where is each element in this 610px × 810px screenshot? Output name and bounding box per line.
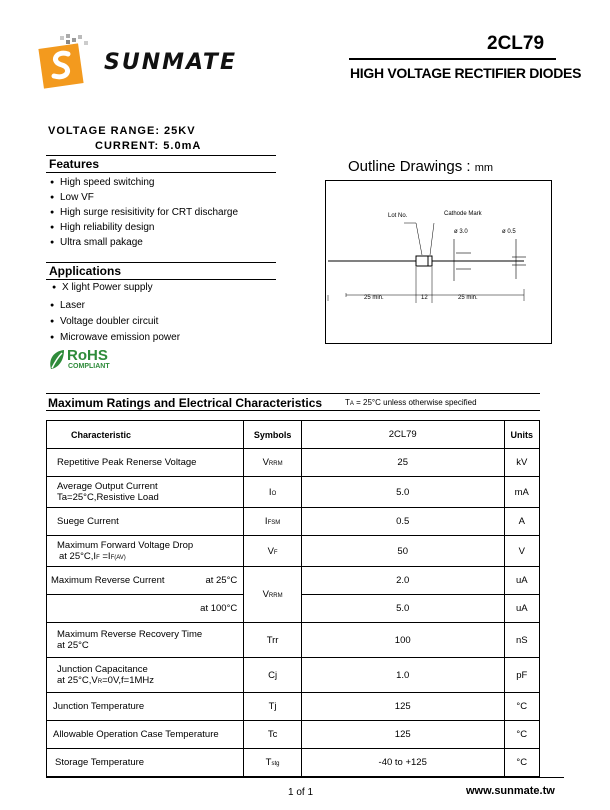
sunmate-logo-icon bbox=[38, 32, 102, 94]
ratings-condition: TA = 25°C unless otherwise specified bbox=[345, 398, 477, 407]
row-unit: uA bbox=[504, 567, 540, 595]
ratings-title: Maximum Ratings and Electrical Characteristics bbox=[48, 396, 323, 410]
row-value: 5.0 bbox=[301, 477, 504, 508]
row-symbol: Trr bbox=[244, 623, 302, 658]
symbol-sub: FSM bbox=[267, 520, 281, 526]
row-value: 0.5 bbox=[301, 508, 504, 536]
header-value: 2CL79 bbox=[301, 421, 504, 449]
dim-body-label: 12 bbox=[421, 295, 428, 301]
outline-title bbox=[348, 158, 493, 175]
lot-no-label: Lot No. bbox=[388, 213, 408, 219]
row-char-line1: Average Output Current bbox=[57, 481, 158, 492]
table-row bbox=[47, 508, 540, 536]
row-characteristic: Junction Temperature bbox=[47, 693, 244, 721]
symbol-main: V bbox=[262, 457, 269, 468]
row-symbol: Tj bbox=[244, 693, 302, 721]
header-characteristic: Characteristic bbox=[47, 421, 244, 449]
row-unit: °C bbox=[504, 749, 540, 777]
symbol-main: I bbox=[264, 516, 268, 527]
row-value: 50 bbox=[301, 536, 504, 567]
applications-top-rule bbox=[46, 262, 276, 263]
row-unit: mA bbox=[504, 477, 540, 508]
ratings-table bbox=[46, 420, 540, 777]
feature-item: ● High speed switching bbox=[60, 177, 155, 188]
cond-sub: R bbox=[97, 679, 103, 685]
symbol-main: T bbox=[265, 757, 272, 768]
outline-drawing bbox=[325, 180, 552, 344]
row-characteristic bbox=[47, 658, 244, 693]
page-number: 1 of 1 bbox=[288, 787, 314, 798]
row-char-line1: Junction Capacitance bbox=[57, 664, 148, 675]
symbol-sub: F bbox=[273, 549, 278, 556]
row-char-line1: Maximum Forward Voltage Drop bbox=[57, 540, 194, 551]
row-characteristic: Repetitive Peak Renerse Voltage bbox=[47, 449, 244, 477]
table-row bbox=[47, 749, 540, 777]
features-title: Features bbox=[49, 157, 100, 171]
table-row bbox=[47, 693, 540, 721]
diameter-lead-label: ø 0.5 bbox=[502, 229, 516, 235]
outline-unit: mm bbox=[474, 162, 494, 174]
symbol-main: V bbox=[267, 545, 274, 557]
row-characteristic bbox=[47, 536, 244, 567]
diameter-body-label: ø 3.0 bbox=[454, 229, 468, 235]
row-unit: °C bbox=[504, 721, 540, 749]
row-cond-100: at 100°C bbox=[200, 603, 238, 614]
row-unit: °C bbox=[504, 693, 540, 721]
application-item: ● Microwave emission power bbox=[60, 332, 180, 343]
row-value: 2.0 bbox=[301, 567, 504, 595]
diameter-body-value: 3.0 bbox=[459, 229, 468, 235]
row-symbol bbox=[244, 477, 302, 508]
voltage-range: VOLTAGE RANGE: 25KV bbox=[48, 125, 196, 137]
cond-text: =0V,f=1MHz bbox=[102, 675, 155, 686]
row-char-line2 bbox=[57, 551, 237, 562]
feature-item: ● High surge resisitivity for CRT discharge bbox=[60, 207, 238, 218]
feature-item: ● High reliability design bbox=[60, 222, 155, 233]
row-char-line2: at 25°C bbox=[57, 640, 89, 651]
ratings-condition-text: = 25°C unless otherwise specified bbox=[356, 398, 477, 407]
cathode-mark-label: Cathode Mark bbox=[444, 211, 482, 217]
row-value: -40 to +125 bbox=[301, 749, 504, 777]
rohs-badge bbox=[48, 347, 128, 373]
application-item: ● X light Power supply bbox=[62, 282, 153, 293]
row-unit: V bbox=[504, 536, 540, 567]
leaf-icon bbox=[48, 349, 66, 371]
diode-outline-drawing bbox=[326, 181, 551, 343]
page-subtitle: HIGH VOLTAGE RECTIFIER DIODES bbox=[350, 65, 582, 81]
symbol-sub: O bbox=[271, 490, 277, 497]
application-item: ● Voltage doubler circuit bbox=[60, 316, 158, 327]
row-unit: uA bbox=[504, 595, 540, 623]
website-link[interactable]: www.sunmate.tw bbox=[466, 785, 555, 797]
row-unit: nS bbox=[504, 623, 540, 658]
row-characteristic bbox=[47, 567, 244, 595]
footer-rule bbox=[46, 777, 564, 778]
row-symbol: Tc bbox=[244, 721, 302, 749]
row-cond-25: at 25°C bbox=[205, 575, 238, 586]
row-value: 125 bbox=[301, 721, 504, 749]
cond-text: at 25°C,I bbox=[59, 551, 97, 562]
diameter-lead-value: 0.5 bbox=[507, 229, 516, 235]
row-char-line2: Ta=25°C,Resistive Load bbox=[57, 492, 159, 503]
part-number: 2CL79 bbox=[487, 33, 545, 54]
cond-text: at 25°C,V bbox=[57, 675, 98, 686]
ratings-top-rule bbox=[46, 393, 540, 394]
row-unit: pF bbox=[504, 658, 540, 693]
table-row bbox=[47, 623, 540, 658]
table-header-row bbox=[47, 421, 540, 449]
row-unit: A bbox=[504, 508, 540, 536]
feature-item: ● Low VF bbox=[60, 192, 94, 203]
header-divider bbox=[349, 58, 556, 60]
symbol-sub: RRM bbox=[268, 593, 283, 599]
applications-title: Applications bbox=[49, 264, 122, 278]
row-char-line2 bbox=[57, 675, 237, 686]
table-row bbox=[47, 721, 540, 749]
symbol-main: V bbox=[262, 589, 269, 600]
table-row bbox=[47, 536, 540, 567]
symbol-sub: RRM bbox=[268, 461, 283, 467]
outline-title-text: Outline Drawings : bbox=[348, 158, 471, 175]
row-symbol bbox=[244, 536, 302, 567]
feature-item: ● Ultra small pakage bbox=[60, 237, 143, 248]
cond-sub: F(AV) bbox=[110, 555, 126, 561]
row-characteristic: Suege Current bbox=[47, 508, 244, 536]
rohs-compliant: COMPLIANT bbox=[68, 363, 110, 370]
row-value: 5.0 bbox=[301, 595, 504, 623]
table-row bbox=[47, 658, 540, 693]
table-row bbox=[47, 567, 540, 595]
rohs-label: RoHS bbox=[67, 347, 108, 364]
dim-left-label: 25 min. bbox=[364, 295, 384, 301]
current-rating: CURRENT: 5.0mA bbox=[95, 140, 202, 152]
dim-right-label: 25 min. bbox=[458, 295, 478, 301]
brand-logo bbox=[38, 32, 102, 94]
ratings-bottom-rule bbox=[46, 410, 540, 411]
application-item: ● Laser bbox=[60, 300, 85, 311]
header-units: Units bbox=[504, 421, 540, 449]
row-value: 125 bbox=[301, 693, 504, 721]
row-symbol bbox=[244, 749, 302, 777]
features-bottom-rule bbox=[46, 172, 276, 173]
row-value: 100 bbox=[301, 623, 504, 658]
row-value: 25 bbox=[301, 449, 504, 477]
row-characteristic bbox=[47, 623, 244, 658]
row-unit: kV bbox=[504, 449, 540, 477]
row-symbol: Cj bbox=[244, 658, 302, 693]
features-top-rule bbox=[46, 155, 276, 156]
cond-text: =I bbox=[99, 551, 111, 562]
symbol-sub: stg bbox=[271, 761, 280, 767]
applications-bottom-rule bbox=[46, 279, 276, 280]
symbol-main: I bbox=[268, 486, 272, 498]
row-characteristic bbox=[47, 477, 244, 508]
row-characteristic bbox=[47, 595, 244, 623]
row-characteristic: Allowable Operation Case Temperature bbox=[47, 721, 244, 749]
row-char-name: Maximum Reverse Current bbox=[51, 575, 165, 586]
row-symbol bbox=[244, 567, 302, 623]
row-symbol bbox=[244, 449, 302, 477]
row-value: 1.0 bbox=[301, 658, 504, 693]
table-row bbox=[47, 477, 540, 508]
brand-name: SUNMATE bbox=[104, 50, 237, 75]
cond-sub: F bbox=[96, 555, 100, 561]
row-char-line1: Maximum Reverse Recovery Time bbox=[57, 629, 203, 640]
header-symbols: Symbols bbox=[244, 421, 302, 449]
row-symbol bbox=[244, 508, 302, 536]
table-row bbox=[47, 449, 540, 477]
row-characteristic: Storage Temperature bbox=[47, 749, 244, 777]
